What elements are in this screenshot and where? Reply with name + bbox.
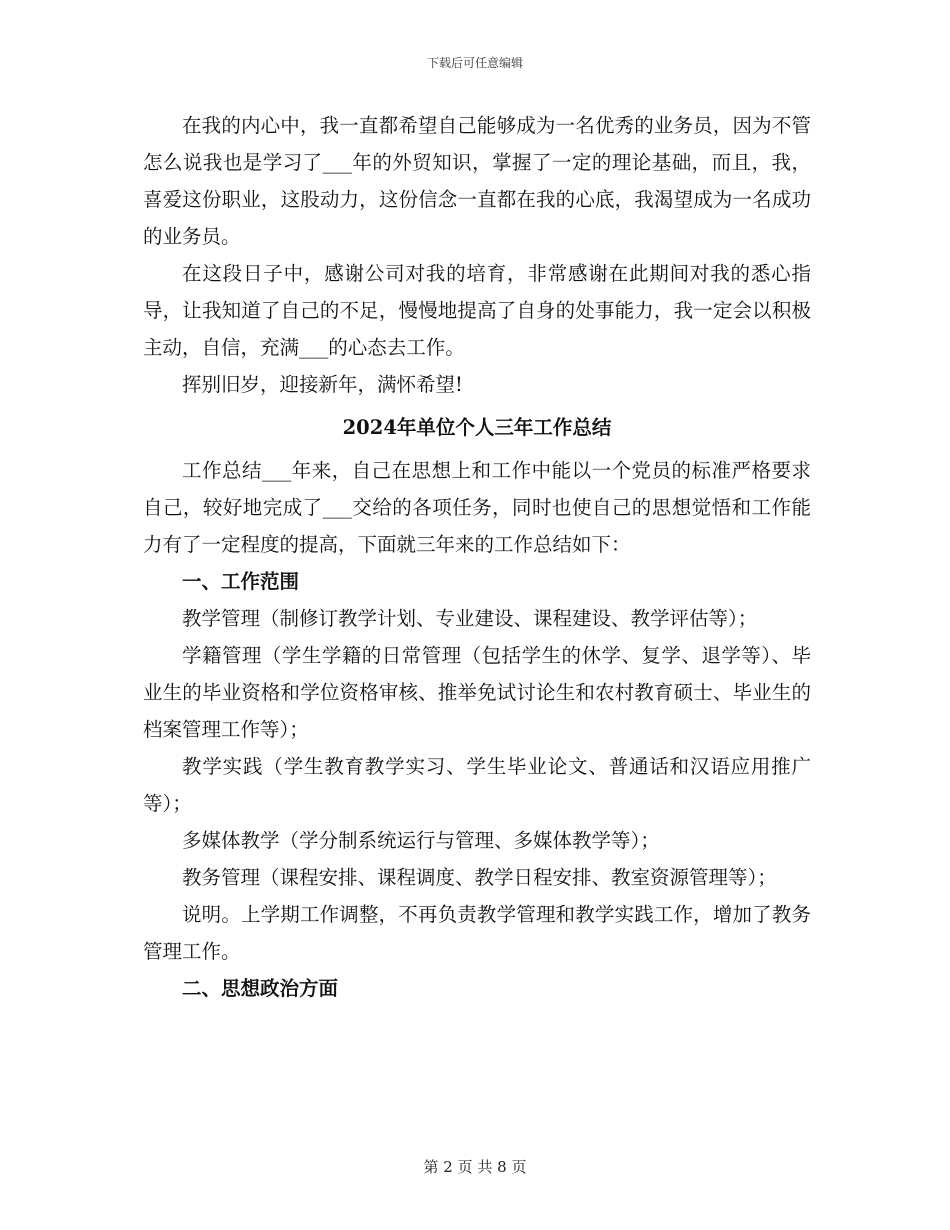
intro-paragraph-3: 挥别旧岁，迎接新年，满怀希望! xyxy=(182,373,463,396)
page-header-note: 下载后可任意编辑 xyxy=(426,56,523,70)
work-scope-item-2: 学籍管理（学生学籍的日常管理（包括学生的休学、复学、退学等）、毕业生的毕业资格和学位资格审核、推举免试讨论生和农村教育硕士、毕业生的档案管理工作等）； xyxy=(143,644,811,741)
intro-paragraph-2: 在这段日子中，感谢公司对我的培育，非常感谢在此期间对我的悉心指导，让我知道了自己的不足，慢慢地提高了自身的处事能力，我一定会以积极主动，自信，充满___的心态去工作。 xyxy=(143,262,811,359)
work-scope-item-4: 多媒体教学（学分制系统运行与管理、多媒体教学等）； xyxy=(182,829,660,852)
section-heading-work-scope: 一、工作范围 xyxy=(182,570,300,593)
intro-paragraph-1: 在我的内心中，我一直都希望自己能够成为一名优秀的业务员，因为不管怎么说我也是学习了___年的外贸知识，掌握了一定的理论基础，而且，我，喜爱这份职业，这股动力，这份信念一直都在我的心底，我渴望成为一名成功的业务员。 xyxy=(143,114,811,248)
section-heading-political: 二、思想政治方面 xyxy=(182,977,339,1000)
document-body xyxy=(143,107,811,1007)
page-number-footer: 第 2 页 共 8 页 xyxy=(423,1158,527,1176)
document-title: 2024年单位个人三年工作总结 xyxy=(342,416,612,439)
work-scope-item-3: 教学实践（学生教育教学实习、学生毕业论文、普通话和汉语应用推广等）； xyxy=(143,755,811,815)
summary-intro-paragraph: 工作总结___年来，自己在思想上和工作中能以一个党员的标准严格要求自己，较好地完成了___交给的各项任务，同时也使自己的思想觉悟和工作能力有了一定程度的提高，下面就三年来的工作总结如下： xyxy=(143,459,811,556)
work-scope-item-5: 教务管理（课程安排、课程调度、教学日程安排、教室资源管理等）； xyxy=(182,866,777,889)
work-scope-note: 说明。上学期工作调整，不再负责教学管理和教学实践工作，增加了教务管理工作。 xyxy=(143,903,811,963)
work-scope-item-1: 教学管理（制修订教学计划、专业建设、课程建设、教学评估等）； xyxy=(182,607,758,630)
